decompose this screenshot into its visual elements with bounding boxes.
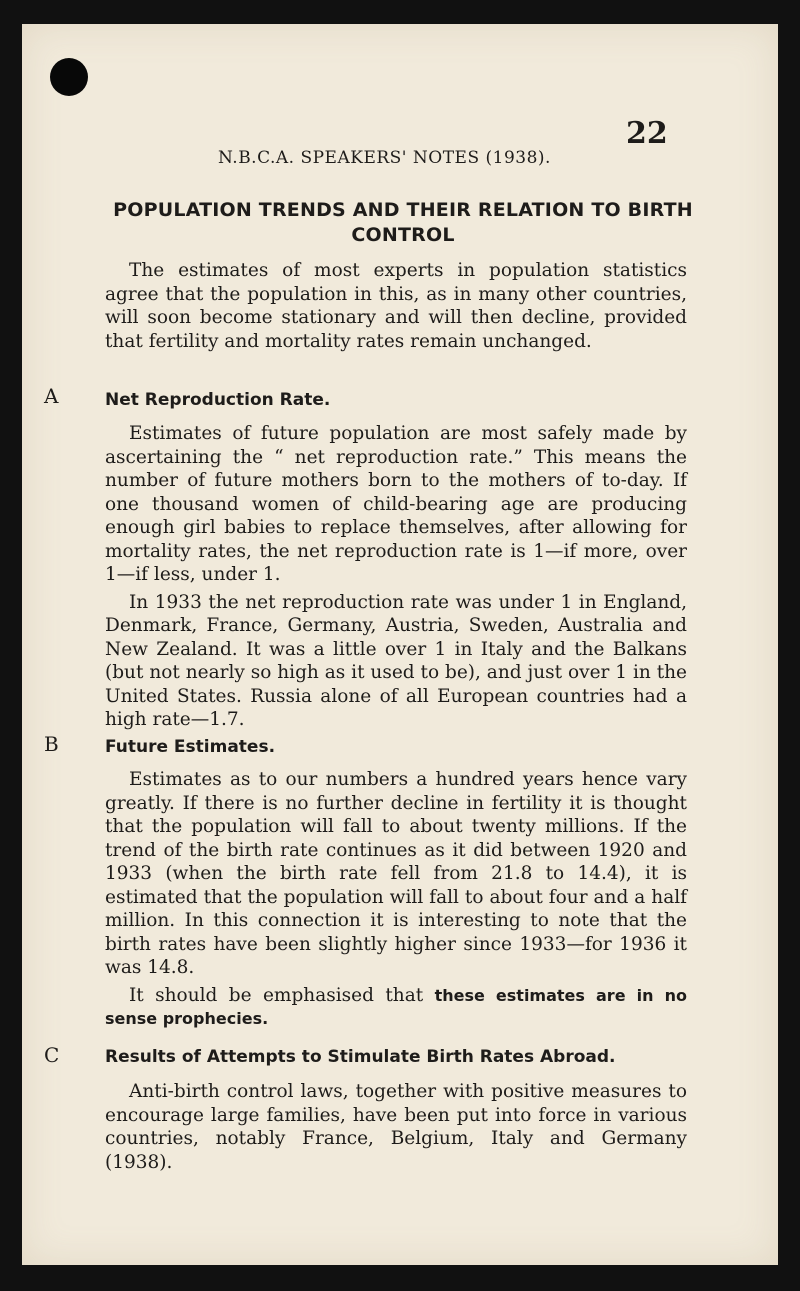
page-title: POPULATION TRENDS AND THEIR RELATION TO BIRTH CONTROL xyxy=(113,199,693,246)
section-a-paragraph-2: In 1933 the net reproduction rate was under 1 in England, Denmark, France, Germany, Austria, Sweden, Australia and New Zealand. It was a little over 1 in Italy and the Balkans (but not nearly so high as it used to be), and just over 1 in the United States. Russia alone of all European countries had a high rate—1.7. xyxy=(105,591,687,730)
section-b-body xyxy=(105,768,687,1031)
section-heading-net-reproduction: Net Reproduction Rate. xyxy=(105,390,331,410)
section-letter-a: A xyxy=(44,384,59,408)
section-c-body xyxy=(105,1080,687,1174)
punch-hole xyxy=(50,58,88,96)
section-b-paragraph-1: Estimates as to our numbers a hundred years hence vary greatly. If there is no further decline in fertility it is thought that the population will fall to about twenty millions. If the trend of the birth rate continues as it did between 1920 and 1933 (when the birth rate fell from 21.8 to 14.4), it is estimated that the population will fall to about four and a half million. In this connection it is interesting to note that the birth rates have been slightly higher since 1933—for 1936 it was 14.8. xyxy=(105,769,687,978)
running-head: N.B.C.A. SPEAKERS' NOTES (1938). xyxy=(218,148,551,168)
section-a-paragraph-1: Estimates of future population are most safely made by ascertaining the “ net reproduction rate.” This means the number of future mothers born to the mothers of to-day. If one thousand women of child-bearing age are producing enough girl babies to replace themselves, after allowing for mortality rates, the net reproduction rate is 1—if more, over 1—if less, under 1. xyxy=(105,423,687,585)
emphasis-lead: It should be emphasised that xyxy=(129,984,424,1006)
intro-paragraph xyxy=(105,259,687,353)
section-heading-results-abroad: Results of Attempts to Stimulate Birth Rates Abroad. xyxy=(105,1047,616,1067)
section-letter-c: C xyxy=(44,1043,60,1067)
page-number: 22 xyxy=(626,116,668,151)
section-b-emphasis-paragraph xyxy=(105,984,687,1031)
section-c-paragraph-1: Anti-birth control laws, together with positive measures to encourage large families, have been put into force in various countries, notably France, Belgium, Italy and Germany (1938). xyxy=(105,1081,687,1173)
section-heading-future-estimates: Future Estimates. xyxy=(105,737,276,757)
emphasis-bold: these estimates are in no sense prophecies. xyxy=(105,985,687,1028)
intro-text: The estimates of most experts in population statistics agree that the population in this, as in many other countries, will soon become stationary and will then decline, provided that fertility and mortality rates remain unchanged. xyxy=(105,260,687,352)
section-a-body xyxy=(105,422,687,732)
section-letter-b: B xyxy=(44,732,59,756)
